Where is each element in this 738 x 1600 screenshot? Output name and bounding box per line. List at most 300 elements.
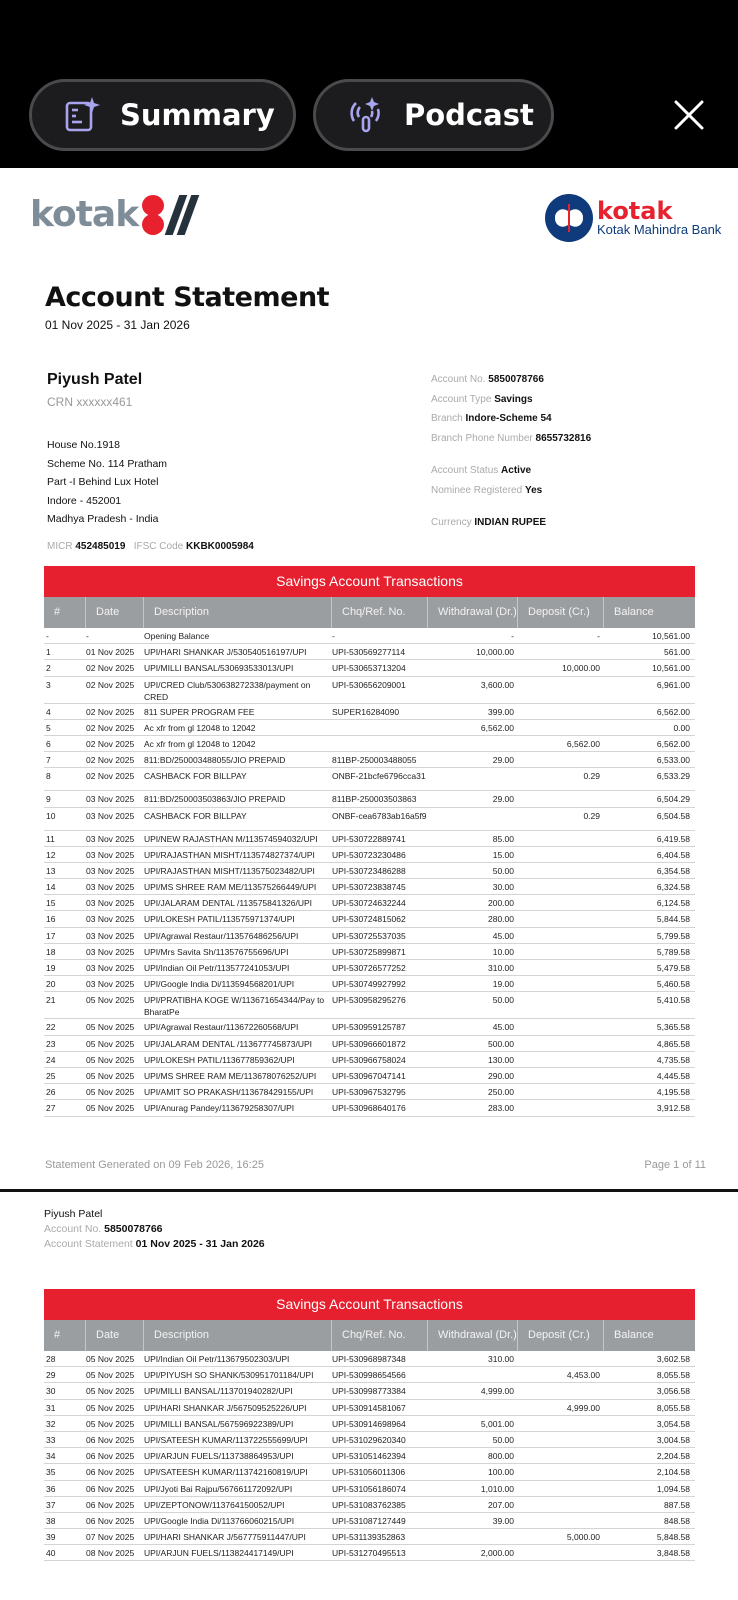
table-row bbox=[44, 752, 695, 768]
txn-description: UPI/Agrawal Restaur/113576486256/UPI bbox=[144, 930, 299, 941]
label: Account No. bbox=[431, 374, 486, 385]
table-row bbox=[44, 1545, 695, 1561]
txn-number: 39 bbox=[46, 1532, 56, 1543]
table-row bbox=[44, 1068, 695, 1084]
table-row bbox=[44, 644, 695, 660]
txn-reference: - bbox=[332, 631, 335, 641]
txn-description: UPI/JALARAM DENTAL /113677745873/UPI bbox=[144, 1038, 313, 1049]
page-number: Page 1 of 11 bbox=[644, 1159, 706, 1171]
address-line: Madhya Pradesh - India bbox=[47, 513, 159, 525]
txn-reference: UPI-530749927992 bbox=[332, 979, 406, 990]
customer-address bbox=[47, 436, 167, 529]
txn-deposit bbox=[518, 913, 604, 926]
table-row bbox=[44, 791, 695, 807]
txn-reference: UPI-530998773384 bbox=[332, 1386, 406, 1397]
txn-deposit bbox=[518, 679, 604, 703]
txn-number: 21 bbox=[46, 995, 56, 1006]
txn-deposit bbox=[518, 722, 604, 735]
table-row bbox=[44, 1497, 695, 1513]
txn-deposit bbox=[518, 1070, 604, 1083]
txn-number: 14 bbox=[46, 882, 56, 893]
txn-number: 24 bbox=[46, 1054, 56, 1065]
table-row bbox=[44, 1367, 695, 1383]
table-row bbox=[44, 1448, 695, 1464]
txn-deposit: 0.29 bbox=[583, 771, 600, 782]
txn-deposit bbox=[518, 1021, 604, 1034]
txn-withdrawal: 50.00 bbox=[492, 865, 514, 876]
currency: INDIAN RUPEE bbox=[474, 517, 547, 528]
txn-date: 03 Nov 2025 bbox=[86, 979, 135, 990]
txn-number: 20 bbox=[46, 979, 56, 990]
txn-description: 811:BD/250003503863/JIO PREPAID bbox=[144, 794, 286, 805]
txn-balance: 6,354.58 bbox=[656, 865, 690, 876]
txn-withdrawal: 200.00 bbox=[488, 898, 514, 909]
table-row bbox=[44, 1084, 695, 1100]
txn-reference: UPI-530914698964 bbox=[332, 1418, 406, 1429]
customer-crn: CRN xxxxxx461 bbox=[47, 395, 133, 409]
summary-sparkle-icon bbox=[62, 95, 102, 135]
txn-reference: UPI-530723838745 bbox=[332, 882, 406, 893]
txn-withdrawal: 45.00 bbox=[492, 1022, 514, 1033]
txn-number: 4 bbox=[46, 706, 51, 717]
txn-description: UPI/Jyoti Bai Rajpu/567661172092/UPI bbox=[144, 1483, 293, 1494]
txn-number: 5 bbox=[46, 722, 51, 733]
txn-deposit bbox=[518, 978, 604, 991]
txn-description: UPI/Mrs Savita Sh/113576755696/UPI bbox=[144, 946, 289, 957]
txn-balance: 6,504.58 bbox=[656, 810, 690, 821]
txn-deposit bbox=[518, 946, 604, 959]
txn-withdrawal: 207.00 bbox=[488, 1499, 514, 1510]
label: Account Statement bbox=[44, 1238, 133, 1250]
txn-description: UPI/Agrawal Restaur/113672260568/UPI bbox=[144, 1022, 299, 1033]
txn-withdrawal: - bbox=[511, 631, 514, 641]
txn-description: UPI/CRED Club/530638272338/payment on CRED bbox=[144, 679, 311, 702]
table-row bbox=[44, 895, 695, 911]
txn-description: Ac xfr from gl 12048 to 12042 bbox=[144, 738, 256, 749]
txn-deposit bbox=[518, 1450, 604, 1463]
txn-balance: 6,961.00 bbox=[656, 679, 690, 690]
txn-number: - bbox=[46, 631, 49, 641]
table-row bbox=[44, 976, 695, 992]
table-header bbox=[44, 1320, 695, 1351]
txn-date: 05 Nov 2025 bbox=[86, 1370, 135, 1381]
txn-date: 05 Nov 2025 bbox=[86, 1386, 135, 1397]
column-header: # bbox=[44, 597, 86, 628]
txn-description: UPI/HARI SHANKAR J/530540516197/UPI bbox=[144, 647, 307, 658]
label: Nominee Registered bbox=[431, 484, 523, 496]
txn-withdrawal: 399.00 bbox=[488, 706, 514, 717]
table-row bbox=[44, 808, 695, 831]
txn-balance: 0.00 bbox=[673, 722, 690, 733]
txn-date: 06 Nov 2025 bbox=[86, 1467, 135, 1478]
txn-balance: 5,410.58 bbox=[656, 995, 690, 1006]
column-header: Chq/Ref. No. bbox=[332, 597, 428, 628]
txn-reference: UPI-531056011306 bbox=[332, 1467, 406, 1478]
micr-label: MICR bbox=[47, 541, 73, 552]
txn-deposit bbox=[518, 1434, 604, 1447]
table-title: Savings Account Transactions bbox=[44, 566, 695, 597]
address-line: House No.1918 bbox=[47, 439, 120, 451]
table-row bbox=[44, 1019, 695, 1035]
column-header: Description bbox=[144, 597, 332, 628]
txn-date: 02 Nov 2025 bbox=[86, 738, 135, 749]
txn-deposit: 5,000.00 bbox=[566, 1532, 600, 1543]
txn-date: 05 Nov 2025 bbox=[86, 1070, 135, 1081]
table-row bbox=[44, 847, 695, 863]
txn-date: 06 Nov 2025 bbox=[86, 1483, 135, 1494]
table-body bbox=[44, 628, 695, 1117]
txn-date: 02 Nov 2025 bbox=[86, 755, 135, 766]
txn-withdrawal: 310.00 bbox=[488, 1354, 514, 1364]
txn-balance: 561.00 bbox=[664, 647, 690, 658]
txn-deposit bbox=[518, 1547, 604, 1560]
page-2-account-number: 5850078766 bbox=[104, 1223, 163, 1235]
txn-reference bbox=[332, 722, 428, 735]
txn-date: 05 Nov 2025 bbox=[86, 1054, 135, 1065]
txn-balance: 8,055.58 bbox=[656, 1402, 690, 1413]
account-status: Active bbox=[501, 465, 532, 476]
txn-description: 811:BD/250003488055/JIO PREPAID bbox=[144, 755, 286, 766]
txn-date: 03 Nov 2025 bbox=[86, 963, 135, 973]
txn-date: 02 Nov 2025 bbox=[86, 663, 135, 674]
txn-withdrawal bbox=[428, 1369, 518, 1382]
txn-withdrawal bbox=[428, 810, 518, 830]
column-header: Date bbox=[86, 1320, 144, 1351]
address-line: Indore - 452001 bbox=[47, 494, 122, 507]
address-line: Part -I Behind Lux Hotel bbox=[47, 476, 159, 488]
table-row bbox=[44, 660, 695, 676]
txn-balance: 5,789.58 bbox=[656, 946, 690, 957]
nominee-registered: Yes bbox=[524, 484, 543, 496]
txn-deposit bbox=[518, 1499, 604, 1512]
table-row bbox=[44, 1416, 695, 1432]
branch-phone: 8655732816 bbox=[535, 432, 592, 444]
logo-text: kotak bbox=[30, 194, 139, 235]
txn-withdrawal: 1,010.00 bbox=[480, 1483, 514, 1494]
txn-reference: UPI-530723486288 bbox=[332, 865, 406, 876]
txn-description: UPI/LOKESH PATIL/113677859362/UPI bbox=[144, 1054, 295, 1065]
txn-reference: UPI-530966601872 bbox=[332, 1038, 406, 1049]
txn-description: CASHBACK FOR BILLPAY bbox=[144, 771, 247, 782]
column-header: Chq/Ref. No. bbox=[332, 1320, 428, 1351]
txn-number: 37 bbox=[46, 1499, 56, 1510]
txn-deposit bbox=[518, 962, 604, 975]
ifsc-value: KKBK0005984 bbox=[186, 541, 254, 552]
txn-date: 08 Nov 2025 bbox=[86, 1548, 135, 1559]
txn-description: UPI/ARJUN FUELS/113824417149/UPI bbox=[144, 1548, 294, 1559]
txn-reference: UPI-530723230486 bbox=[332, 849, 406, 860]
txn-date: 03 Nov 2025 bbox=[86, 898, 135, 909]
txn-withdrawal: 6,562.00 bbox=[480, 722, 514, 733]
txn-date: 02 Nov 2025 bbox=[86, 706, 135, 717]
txn-date: 05 Nov 2025 bbox=[86, 1087, 135, 1098]
label: Branch Phone Number bbox=[431, 432, 533, 444]
txn-balance: 10,561.00 bbox=[652, 631, 690, 641]
txn-date: 06 Nov 2025 bbox=[86, 1515, 135, 1526]
txn-withdrawal bbox=[428, 1531, 518, 1544]
txn-number: 9 bbox=[46, 794, 51, 805]
txn-date: - bbox=[86, 631, 89, 641]
table-row bbox=[44, 1383, 695, 1399]
txn-number: 15 bbox=[46, 898, 56, 909]
txn-deposit bbox=[518, 706, 604, 719]
txn-deposit bbox=[518, 1054, 604, 1067]
txn-description: UPI/HARI SHANKAR J/567775911447/UPI bbox=[144, 1532, 306, 1543]
txn-number: 35 bbox=[46, 1467, 56, 1478]
logo-eight-mark bbox=[140, 195, 166, 235]
column-header: Date bbox=[86, 597, 144, 628]
table-row bbox=[44, 863, 695, 879]
txn-date: 03 Nov 2025 bbox=[86, 930, 135, 941]
statement-period: 01 Nov 2025 - 31 Jan 2026 bbox=[45, 318, 190, 332]
statement-generated: Statement Generated on 09 Feb 2026, 16:25 bbox=[45, 1159, 264, 1171]
table-row bbox=[44, 1351, 695, 1367]
table-row bbox=[44, 628, 695, 644]
txn-withdrawal: 50.00 bbox=[492, 1434, 514, 1445]
txn-date: 02 Nov 2025 bbox=[86, 679, 135, 690]
table-row bbox=[44, 1481, 695, 1497]
top-toolbar bbox=[0, 0, 738, 168]
txn-reference: UPI-530968640176 bbox=[332, 1103, 406, 1114]
table-row bbox=[44, 1400, 695, 1416]
account-type: Savings bbox=[494, 393, 533, 405]
txn-balance: 8,055.58 bbox=[656, 1370, 690, 1381]
txn-number: 13 bbox=[46, 865, 56, 876]
customer-name: Piyush Patel bbox=[47, 371, 143, 388]
account-number-row bbox=[431, 370, 591, 390]
transactions-table-page-1 bbox=[44, 566, 695, 1117]
txn-date: 03 Nov 2025 bbox=[86, 833, 135, 844]
txn-date: 01 Nov 2025 bbox=[86, 647, 135, 658]
summary-button[interactable] bbox=[29, 79, 296, 151]
txn-deposit bbox=[518, 1418, 604, 1431]
table-body bbox=[44, 1351, 695, 1561]
txn-reference: UPI-530725899871 bbox=[332, 946, 406, 957]
txn-number: 36 bbox=[46, 1483, 56, 1494]
txn-date: 03 Nov 2025 bbox=[86, 810, 135, 821]
txn-withdrawal: 15.00 bbox=[492, 849, 514, 860]
column-header: Balance bbox=[614, 606, 654, 618]
table-header bbox=[44, 597, 695, 628]
address-line: Scheme No. 114 Pratham bbox=[47, 457, 168, 470]
txn-reference: UPI-530656209001 bbox=[332, 679, 406, 690]
txn-deposit bbox=[518, 1086, 604, 1099]
txn-description: Ac xfr from gl 12048 to 12042 bbox=[144, 722, 256, 733]
txn-number: 29 bbox=[46, 1370, 56, 1381]
txn-date: 02 Nov 2025 bbox=[86, 771, 135, 782]
txn-withdrawal: 3,600.00 bbox=[480, 679, 514, 690]
txn-reference: UPI-530724632244 bbox=[332, 898, 406, 909]
txn-withdrawal: 50.00 bbox=[492, 995, 514, 1006]
txn-reference: UPI-531083762385 bbox=[332, 1499, 406, 1510]
txn-date: 05 Nov 2025 bbox=[86, 1038, 135, 1049]
txn-withdrawal: 39.00 bbox=[492, 1515, 514, 1526]
table-row bbox=[44, 944, 695, 960]
txn-description: UPI/MILLI BANSAL/113701940282/UPI bbox=[144, 1386, 293, 1397]
txn-number: 30 bbox=[46, 1386, 56, 1397]
txn-number: 11 bbox=[46, 833, 55, 844]
txn-balance: 3,056.58 bbox=[656, 1386, 690, 1397]
txn-withdrawal: 29.00 bbox=[492, 794, 514, 805]
podcast-button[interactable] bbox=[313, 79, 554, 151]
txn-reference: UPI-530725537035 bbox=[332, 930, 406, 941]
txn-balance: 4,865.58 bbox=[656, 1038, 690, 1049]
bank-logo-text: kotak bbox=[597, 196, 673, 225]
txn-balance: 3,912.58 bbox=[656, 1103, 690, 1114]
txn-description: UPI/Indian Oil Petr/113577241053/UPI bbox=[144, 963, 290, 973]
txn-deposit bbox=[518, 930, 604, 943]
txn-balance: 5,799.58 bbox=[656, 930, 690, 941]
txn-deposit bbox=[518, 849, 604, 862]
column-header: Description bbox=[144, 1320, 332, 1351]
txn-deposit bbox=[518, 793, 604, 806]
txn-withdrawal: 10.00 bbox=[492, 946, 514, 957]
txn-description: UPI/MILLI BANSAL/567596922389/UPI bbox=[144, 1418, 294, 1429]
txn-number: 7 bbox=[46, 755, 51, 766]
txn-description: UPI/Google India Di/113766060215/UPI bbox=[144, 1515, 295, 1526]
txn-reference: UPI-531056186074 bbox=[332, 1483, 406, 1494]
table-row bbox=[44, 928, 695, 944]
txn-reference: UPI-531087127449 bbox=[332, 1515, 406, 1526]
table-row bbox=[44, 1513, 695, 1529]
txn-deposit bbox=[518, 1515, 604, 1528]
txn-reference: UPI-531029620340 bbox=[332, 1434, 406, 1445]
txn-deposit bbox=[518, 1353, 604, 1366]
txn-withdrawal: 85.00 bbox=[492, 833, 514, 844]
txn-date: 06 Nov 2025 bbox=[86, 1499, 135, 1510]
label: Currency bbox=[431, 517, 472, 528]
txn-balance: 5,844.58 bbox=[656, 914, 690, 925]
close-icon[interactable] bbox=[672, 98, 706, 132]
account-type-row bbox=[431, 390, 591, 410]
txn-withdrawal: 250.00 bbox=[488, 1087, 514, 1098]
txn-number: 26 bbox=[46, 1087, 56, 1098]
txn-reference: UPI-530914581067 bbox=[332, 1402, 406, 1413]
txn-deposit: 4,453.00 bbox=[566, 1370, 600, 1381]
account-status-row bbox=[431, 461, 591, 481]
txn-date: 05 Nov 2025 bbox=[86, 1402, 135, 1413]
txn-date: 05 Nov 2025 bbox=[86, 1103, 135, 1114]
txn-deposit bbox=[518, 833, 604, 846]
txn-withdrawal bbox=[428, 1402, 518, 1415]
txn-date: 03 Nov 2025 bbox=[86, 882, 135, 893]
txn-balance: 2,204.58 bbox=[656, 1451, 690, 1462]
bank-name: Kotak Mahindra Bank bbox=[597, 221, 722, 237]
txn-balance: 6,562.00 bbox=[656, 738, 690, 749]
txn-balance: 3,054.58 bbox=[656, 1418, 690, 1429]
txn-number: 12 bbox=[46, 849, 56, 860]
txn-date: 05 Nov 2025 bbox=[86, 995, 135, 1006]
txn-description: UPI/ARJUN FUELS/113738864953/UPI bbox=[144, 1451, 294, 1462]
txn-withdrawal: 5,001.00 bbox=[480, 1418, 514, 1429]
txn-number: 38 bbox=[46, 1515, 56, 1526]
micr-value: 452485019 bbox=[75, 541, 126, 552]
label: Account Type bbox=[431, 393, 492, 405]
txn-reference: UPI-531270495513 bbox=[332, 1548, 406, 1559]
txn-description: UPI/ZEPTONOW/113764150052/UPI bbox=[144, 1499, 285, 1510]
transactions-table-page-2 bbox=[44, 1289, 695, 1561]
txn-number: 33 bbox=[46, 1434, 56, 1445]
txn-description: UPI/SATEESH KUMAR/113742160819/UPI bbox=[144, 1467, 308, 1478]
txn-reference: UPI-530966758024 bbox=[332, 1054, 406, 1065]
column-header: Withdrawal (Dr.) bbox=[428, 597, 518, 628]
txn-balance: 5,848.58 bbox=[656, 1532, 690, 1543]
table-row bbox=[44, 677, 695, 704]
txn-deposit bbox=[518, 865, 604, 878]
account-details bbox=[431, 370, 591, 533]
txn-date: 07 Nov 2025 bbox=[86, 1532, 135, 1543]
txn-deposit bbox=[518, 1483, 604, 1496]
txn-description: UPI/Indian Oil Petr/113679502303/UPI bbox=[144, 1354, 290, 1364]
txn-number: 28 bbox=[46, 1354, 56, 1364]
page-2-account-row bbox=[44, 1222, 265, 1237]
txn-deposit: 6,562.00 bbox=[566, 738, 600, 749]
txn-deposit bbox=[518, 897, 604, 910]
table-row bbox=[44, 960, 695, 976]
table-row bbox=[44, 831, 695, 847]
podcast-label: Podcast bbox=[404, 98, 534, 132]
table-row bbox=[44, 1052, 695, 1068]
txn-number: 16 bbox=[46, 914, 56, 925]
txn-description: UPI/Google India Di/113594568201/UPI bbox=[144, 979, 295, 990]
txn-reference: UPI-530724815062 bbox=[332, 914, 406, 925]
label: Account Status bbox=[431, 465, 499, 476]
txn-reference: UPI-530959125787 bbox=[332, 1022, 406, 1033]
txn-reference: UPI-530967047141 bbox=[332, 1070, 406, 1081]
txn-balance: 6,324.58 bbox=[656, 882, 690, 893]
txn-deposit: - bbox=[597, 631, 600, 641]
txn-number: 22 bbox=[46, 1022, 56, 1033]
txn-reference: 811BP-250003488055 bbox=[332, 755, 417, 766]
txn-description: UPI/Anurag Pandey/113679258307/UPI bbox=[144, 1103, 295, 1114]
column-header: Withdrawal (Dr.) bbox=[428, 1320, 518, 1351]
txn-withdrawal: 800.00 bbox=[488, 1451, 514, 1462]
txn-number: 31 bbox=[46, 1402, 56, 1413]
txn-number: 8 bbox=[46, 771, 51, 782]
txn-balance: 848.58 bbox=[664, 1515, 690, 1526]
txn-balance: 6,124.58 bbox=[656, 898, 690, 909]
txn-deposit: 0.29 bbox=[583, 810, 600, 821]
txn-balance: 2,104.58 bbox=[656, 1467, 690, 1478]
txn-description: UPI/HARI SHANKAR J/567509525226/UPI bbox=[144, 1402, 307, 1413]
txn-number: 40 bbox=[46, 1548, 56, 1559]
txn-description: UPI/MS SHREE RAM ME/113575266449/UPI bbox=[144, 882, 317, 893]
txn-reference: UPI-530998654566 bbox=[332, 1370, 406, 1381]
txn-withdrawal: 500.00 bbox=[488, 1038, 514, 1049]
txn-balance: 6,419.58 bbox=[656, 833, 690, 844]
txn-deposit: 4,999.00 bbox=[566, 1402, 600, 1413]
table-row bbox=[44, 1036, 695, 1052]
table-row bbox=[44, 704, 695, 720]
txn-description: UPI/AMIT SO PRAKASH/113678429155/UPI bbox=[144, 1087, 314, 1098]
label: Account No. bbox=[44, 1223, 102, 1235]
branch-row bbox=[431, 409, 591, 429]
txn-deposit bbox=[518, 994, 604, 1018]
txn-description: UPI/RAJASTHAN MISHT/113575023482/UPI bbox=[144, 865, 315, 876]
txn-balance: 6,504.29 bbox=[656, 794, 690, 805]
table-row bbox=[44, 720, 695, 736]
table-row bbox=[44, 911, 695, 927]
txn-balance: 4,445.58 bbox=[656, 1070, 690, 1081]
nominee-row bbox=[431, 481, 591, 501]
txn-balance: 6,562.00 bbox=[656, 706, 690, 717]
ifsc-label: IFSC Code bbox=[133, 541, 184, 552]
txn-date: 02 Nov 2025 bbox=[86, 722, 135, 733]
txn-number: 19 bbox=[46, 963, 56, 973]
txn-deposit bbox=[518, 646, 604, 659]
txn-balance: 5,479.58 bbox=[656, 963, 690, 973]
page-2-customer-name: Piyush Patel bbox=[44, 1208, 103, 1220]
